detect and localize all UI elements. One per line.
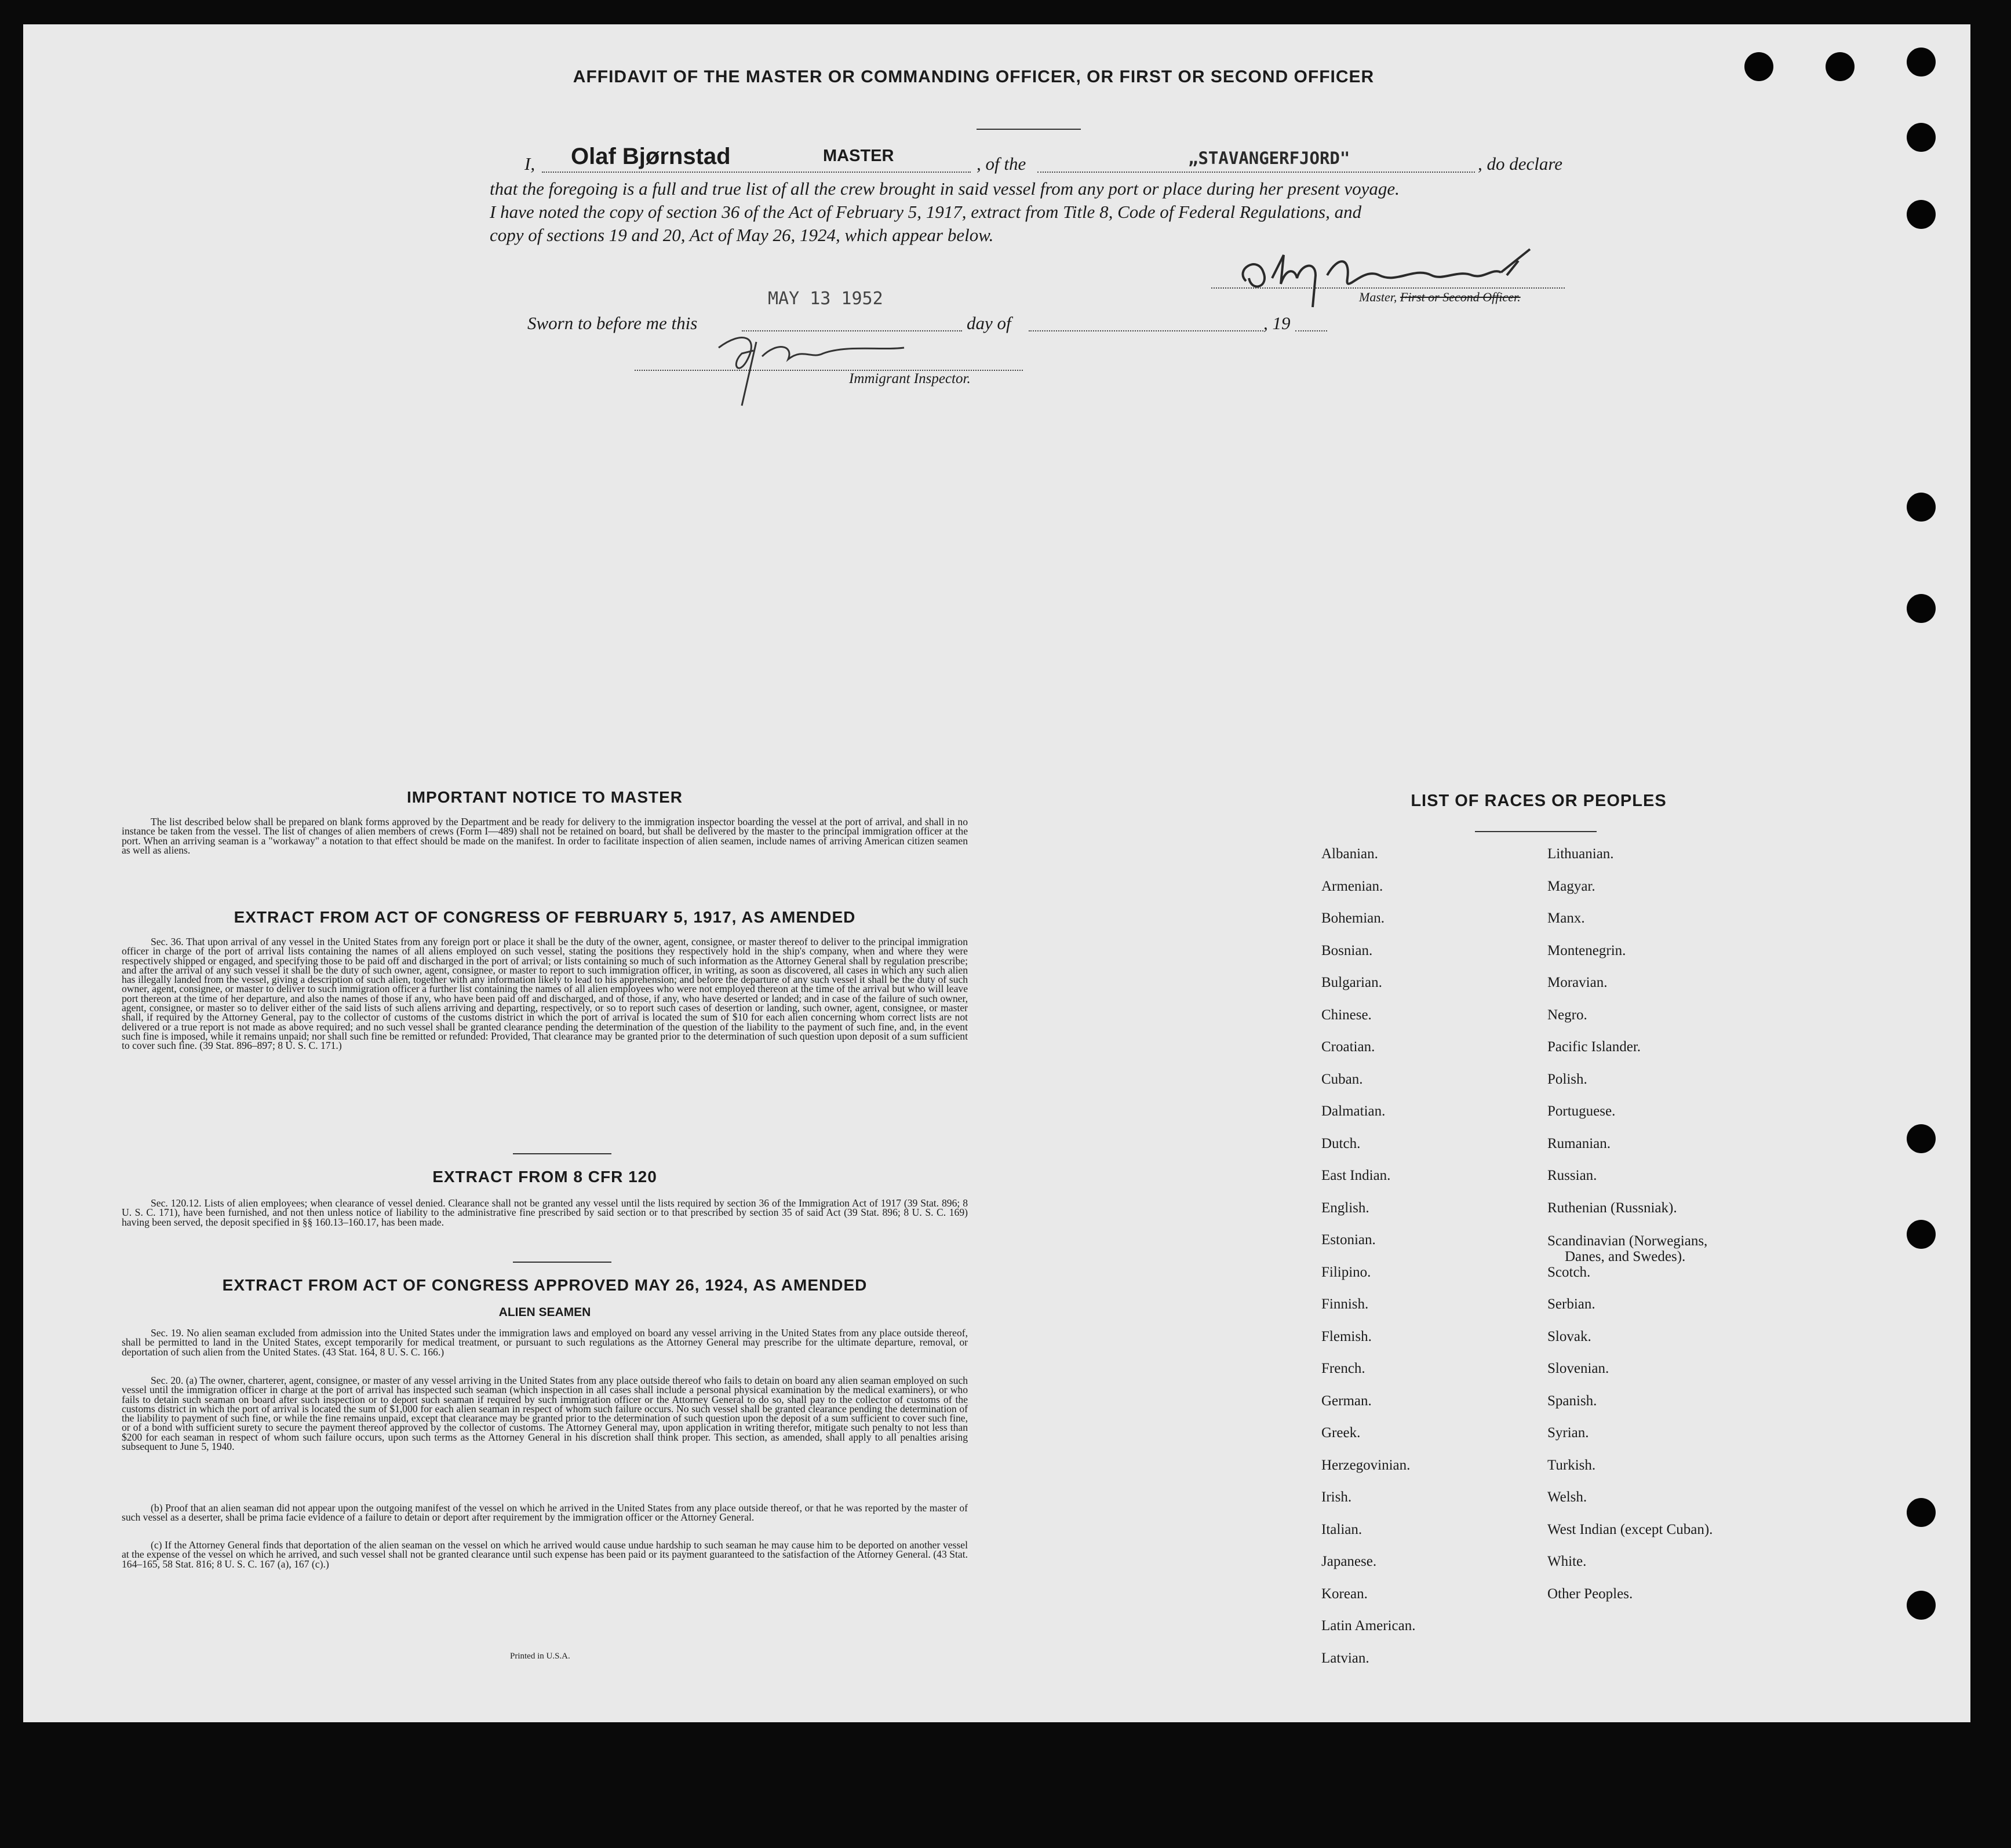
day-of-label: day of: [967, 313, 1011, 333]
punch-hole: [1907, 1591, 1936, 1620]
race-item: Scotch.: [1547, 1264, 1591, 1280]
section-divider: [513, 1262, 611, 1263]
punch-hole: [1907, 123, 1936, 152]
affidavit-prefix: I,: [524, 154, 535, 174]
punch-hole: [1826, 52, 1855, 81]
year-fill-line: [1295, 330, 1327, 331]
master-signature: [1229, 243, 1559, 325]
affidavit-title: AFFIDAVIT OF THE MASTER OR COMMANDING OFFICER, OR FIRST OR SECOND OFFICER: [573, 67, 1375, 86]
race-item: Irish.: [1321, 1489, 1352, 1505]
master-name: Olaf Bjørnstad: [571, 144, 731, 169]
race-item: Other Peoples.: [1547, 1585, 1633, 1602]
sec20a-text: Sec. 20. (a) The owner, charterer, agent, consignee, or master of any vessel arriving in the United States from any place outside thereof who fails to detain on board any alien seaman employed on such vessel until the immigration officer in charge at the port of arrival has inspected such seaman (which inspection in all cases shall include a personal physical examination by the medical examiners), or who fails to detain such seaman on board after such inspection or to deport such seaman if required by such immigration officer or the Attorney General to do so, shall pay to the collector of customs of the customs district in which the port of arrival is located the sum of $1,000 for each alien seaman in respect of whom such failure occurs. No such vessel shall be granted clearance pending the determination of the liability to payment of such fine, or while the fine remains unpaid, except that clearance may be granted prior to the determination of such question upon the deposit of a sum sufficient to cover such fine, or of a bond with sufficient surety to secure the payment thereof approved by the collector of customs. The Attorney General may, upon application in writing therefor, mitigate such penalty to not less than $200 for each seaman in respect of whom such failure occurs, upon such terms as the Attorney General in his discretion shall think proper. This section, as amended, shall apply to all penalties arising subsequent to June 5, 1940.: [122, 1375, 968, 1453]
printed-in: Printed in U.S.A.: [510, 1652, 570, 1661]
name-fill-line: [542, 172, 971, 173]
race-item: Armenian.: [1321, 878, 1383, 894]
race-item: Dalmatian.: [1321, 1103, 1386, 1119]
rank: MASTER: [823, 147, 894, 165]
extract-1924-title: EXTRACT FROM ACT OF CONGRESS APPROVED MAY 26, 1924, AS AMENDED: [222, 1276, 868, 1294]
notice-title: IMPORTANT NOTICE TO MASTER: [406, 788, 683, 806]
document-page: [23, 24, 1970, 1722]
master-label: Master,: [1359, 290, 1397, 304]
extract-cfr-text: Sec. 120.12. Lists of alien employees; when clearance of vessel denied. Clearance shall not be granted any vessel until the lists required by section 36 of the Immigration Act of 1917 (39 Stat. 896; 8 U. S. C. 171), have been furnished, and not then unless notice of liability to the administrative fine prescribed by said section or to that prescribed by section 35 of said Act (39 Stat. 896; 8 U. S. C. 169) having been served, the deposit specified in §§ 160.13–160.17, has been made.: [122, 1197, 968, 1228]
extract-1917-title: EXTRACT FROM ACT OF CONGRESS OF FEBRUARY 5, 1917, AS AMENDED: [234, 908, 856, 926]
punch-hole: [1907, 493, 1936, 522]
section-divider: [513, 1153, 611, 1154]
race-item: Welsh.: [1547, 1489, 1587, 1505]
race-item: Flemish.: [1321, 1328, 1372, 1344]
sec20c-text: (c) If the Attorney General finds that deportation of the alien seaman on the vessel on which he arrived would cause undue hardship to such seaman he may cause him to be deported on another vessel at the expense of the vessel on which he arrived, and such vessel shall not be granted clearance until such expense has been paid or its payment guaranteed to the satisfaction of the Attorney General. (43 Stat. 164–165, 58 Stat. 816; 8 U. S. C. 167 (a), 167 (c).): [122, 1539, 968, 1570]
punch-hole: [1907, 1498, 1936, 1527]
race-item: Croatian.: [1321, 1039, 1375, 1055]
master-signature-label: [1359, 290, 1521, 305]
race-item: French.: [1321, 1361, 1365, 1376]
race-item: Spanish.: [1547, 1393, 1597, 1409]
extract-1917-text: Sec. 36. That upon arrival of any vessel in the United States from any foreign port or place it shall be the duty of the owner, agent, consignee, or master thereof to deliver to the principal immigration officer in charge of the port of arrival lists containing the names of all aliens employed on such vessel, stating the positions they respectively hold in the ship's company, when and where they were respectively shipped or engaged, and specifying those to be paid off and discharged in the port of arrival; or lists containing so much of such information as the Attorney General shall by regulation prescribe; and after the arrival of any such vessel it shall be the duty of such owner, agent, consignee, or master to report to such immigration officer, in writing, as soon as discovered, all cases in which any such alien has illegally landed from the vessel, giving a description of such alien, together with any information likely to lead to his apprehension; and before the departure of any such vessel it shall be the duty of such owner, agent, consignee, or master to deliver to such immigration officer a further list containing the names of all alien employees who were not employed thereon at the time of the arrival but who will leave port thereon at the time of her departure, and also the names of those if any, who have been paid off and discharged, and of those, if any, who have deserted or landed; and in case of the failure of such owner, agent, consignee, or master so to deliver either of the said lists of such aliens arriving and departing, respectively, or so to report such cases of desertion or landing, such owner, agent, consignee, or master shall, if required by the Attorney General, pay to the collector of customs of the customs district in which the port of arrival is located the sum of $10 for each alien concerning whom correct lists are not delivered or a true report is not made as above required; and no such vessel shall be granted clearance pending the determination of the question of the liability to the payment of such fine, and, in the event such fine is imposed, while it remains unpaid; nor shall such fine be remitted or refunded: Provided, That clearance may be granted prior to the determination of such question upon deposit of a sum sufficient to cover such fine. (39 Stat. 896–897; 8 U. S. C. 171.): [122, 936, 968, 1052]
inspector-label: Immigrant Inspector.: [849, 371, 971, 387]
race-item: Herzegovinian.: [1321, 1457, 1411, 1473]
races-title: LIST OF RACES OR PEOPLES: [1411, 792, 1667, 810]
race-item: Slovak.: [1547, 1328, 1591, 1344]
year-label: , 19: [1263, 313, 1291, 333]
affidavit-body-line: that the foregoing is a full and true list of all the crew brought in said vessel from any port or place during her present voyage.: [490, 178, 1400, 199]
race-item: Rumanian.: [1547, 1135, 1611, 1151]
affidavit-body: [490, 177, 1582, 247]
race-item: Pacific Islander.: [1547, 1039, 1641, 1055]
race-item: Magyar.: [1547, 878, 1595, 894]
race-item: Filipino.: [1321, 1264, 1371, 1280]
race-item: Italian.: [1321, 1521, 1362, 1537]
race-item: German.: [1321, 1393, 1372, 1409]
race-item: Polish.: [1547, 1071, 1587, 1087]
race-item: Danes, and Swedes).: [1565, 1249, 1686, 1264]
race-item: Manx.: [1547, 910, 1585, 926]
race-item: Portuguese.: [1547, 1103, 1616, 1119]
extract-cfr-title: EXTRACT FROM 8 CFR 120: [432, 1168, 657, 1186]
sec20b-text: (b) Proof that an alien seaman did not appear upon the outgoing manifest of the vessel on which he arrived in the United States from any place outside thereof, or that he was reported by the master of such vessel as a deserter, shall be prima facie evidence of a failure to detain or deport after requirement by the immigration officer or the Attorney General.: [122, 1502, 968, 1523]
punch-hole: [1907, 594, 1936, 623]
race-item: Greek.: [1321, 1425, 1361, 1441]
race-item: Korean.: [1321, 1585, 1368, 1602]
of-the-label: , of the: [977, 154, 1026, 174]
race-item: Dutch.: [1321, 1135, 1361, 1151]
race-item: Ruthenian (Russniak).: [1547, 1200, 1677, 1216]
inspector-signature: [707, 325, 950, 411]
month-fill-line: [1029, 330, 1263, 331]
punch-hole: [1907, 1220, 1936, 1249]
punch-hole: [1907, 1124, 1936, 1153]
date-stamp: MAY 13 1952: [768, 289, 883, 309]
race-item: Syrian.: [1547, 1425, 1589, 1441]
race-item: White.: [1547, 1554, 1587, 1569]
race-item: Slovenian.: [1547, 1361, 1609, 1376]
race-item: Moravian.: [1547, 975, 1608, 990]
race-item: West Indian (except Cuban).: [1547, 1521, 1713, 1537]
race-item: English.: [1321, 1200, 1369, 1216]
race-item: Bulgarian.: [1321, 975, 1382, 990]
race-item: Cuban.: [1321, 1071, 1363, 1087]
officer-label-struck: First or Second Officer.: [1400, 290, 1521, 304]
race-item: Japanese.: [1321, 1554, 1377, 1569]
race-item: Lithuanian.: [1547, 846, 1614, 862]
notice-text: The list described below shall be prepared on blank forms approved by the Department and be ready for delivery to the immigration inspector boarding the vessel at the port of arrival, and shall in no instance be taken from the vessel. The list of changes of alien members of crews (Form I—489) shall not be retained on board, but shall be delivered by the master to the principal immigration officer at the port. When an arriving seaman is a "workaway" a notation to that effect should be made on the manifest. In order to facilitate inspection of alien seamen, include names of arriving American citizen seamen as well as aliens.: [122, 816, 968, 856]
race-item: Latin American.: [1321, 1618, 1416, 1634]
sworn-label: Sworn to before me this: [527, 313, 698, 333]
title-divider: [977, 129, 1081, 130]
race-item: Serbian.: [1547, 1296, 1595, 1312]
punch-hole: [1744, 52, 1773, 81]
race-item: Montenegrin.: [1547, 942, 1626, 958]
master-signature-line: [1211, 287, 1565, 289]
race-item: Albanian.: [1321, 846, 1378, 862]
affidavit-body-line: I have noted the copy of section 36 of the Act of February 5, 1917, extract from Title 8, Code of Federal Regulations, and: [490, 202, 1362, 222]
race-item: Bohemian.: [1321, 910, 1385, 926]
alien-seamen-subtitle: ALIEN SEAMEN: [498, 1306, 591, 1319]
race-item: Scandinavian (Norwegians,: [1547, 1233, 1708, 1249]
race-item: Turkish.: [1547, 1457, 1596, 1473]
punch-hole: [1907, 48, 1936, 76]
race-item: Latvian.: [1321, 1650, 1369, 1666]
race-item: Russian.: [1547, 1168, 1597, 1183]
sec19-text: Sec. 19. No alien seaman excluded from admission into the United States under the immigration laws and employed on board any vessel arriving in the United States from any place outside thereof, shall be permitted to land in the United States, except temporarily for medical treatment, or pursuant to such regulations as the Attorney General may prescribe for the ultimate departure, removal, or deportation of such alien from the United States. (43 Stat. 164, 8 U. S. C. 166.): [122, 1327, 968, 1358]
affidavit-body-line: copy of sections 19 and 20, Act of May 26, 1924, which appear below.: [490, 225, 994, 245]
vessel-fill-line: [1037, 172, 1475, 173]
race-item: Negro.: [1547, 1007, 1587, 1023]
punch-hole: [1907, 200, 1936, 229]
race-item: Bosnian.: [1321, 942, 1373, 958]
race-item: East Indian.: [1321, 1168, 1391, 1183]
race-item: Finnish.: [1321, 1296, 1369, 1312]
races-divider: [1475, 831, 1597, 832]
race-item: Chinese.: [1321, 1007, 1372, 1023]
race-item: Estonian.: [1321, 1232, 1376, 1248]
vessel-name: „STAVANGERFJORD": [1188, 148, 1350, 168]
do-declare-label: , do declare: [1478, 154, 1563, 174]
